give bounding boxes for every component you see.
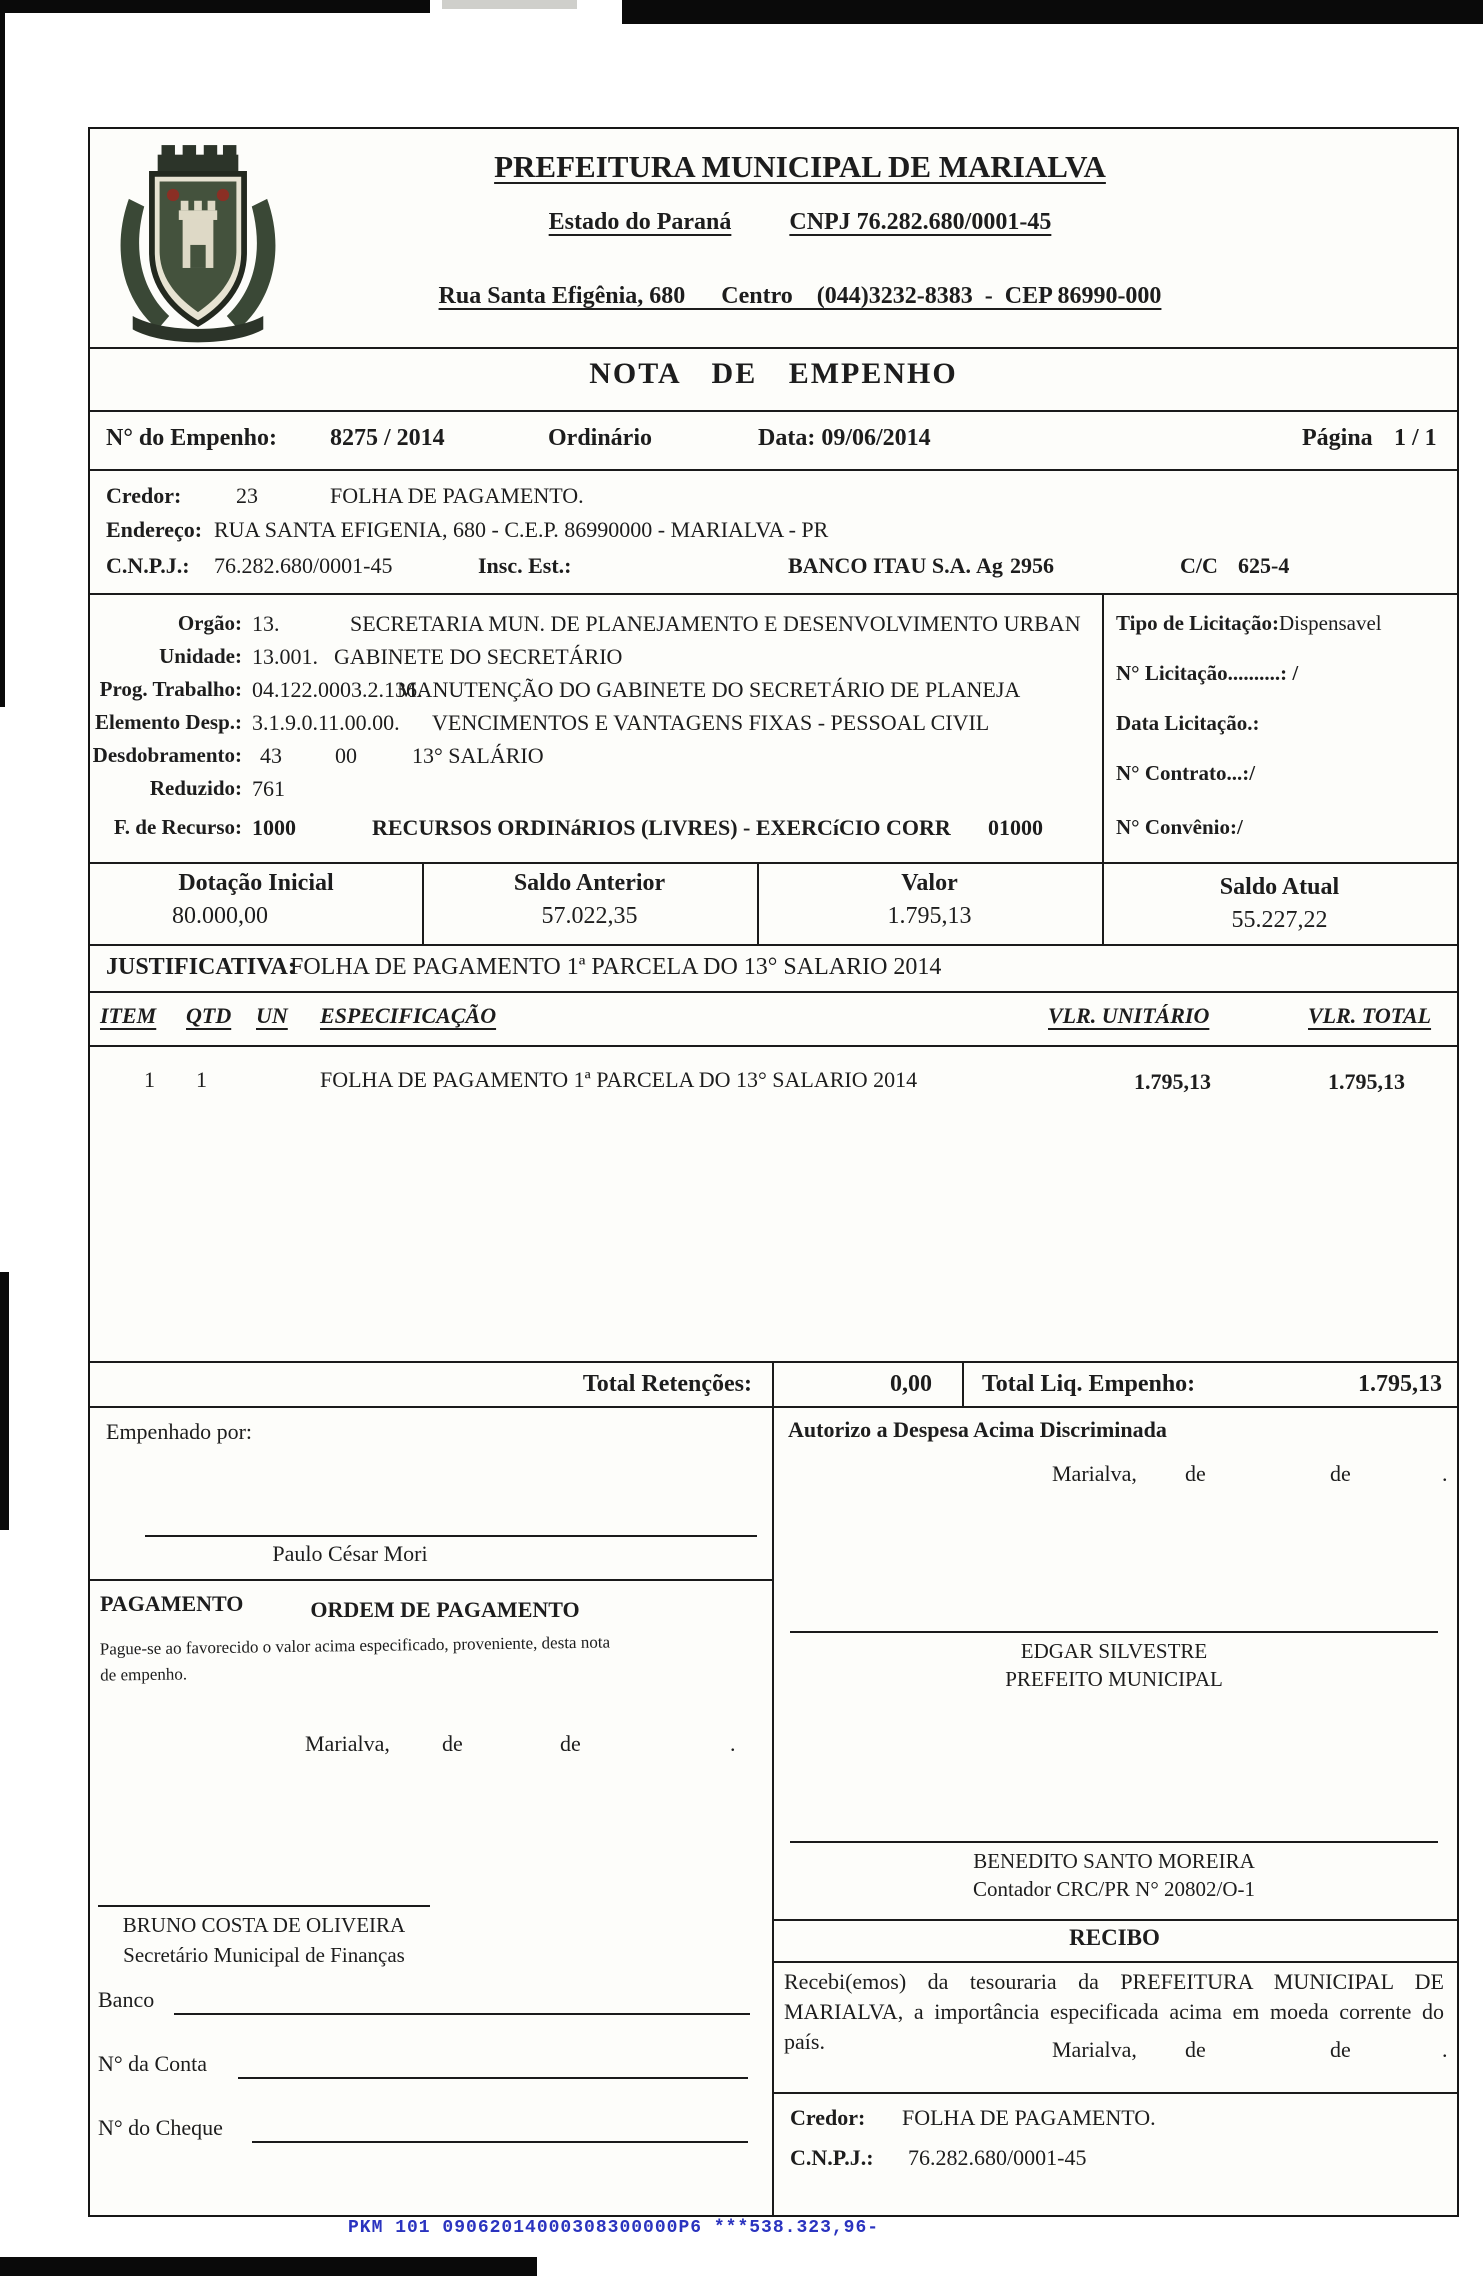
receipt-title: RECIBO bbox=[1069, 1925, 1160, 1950]
initial-allocation-label: Dotação Inicial bbox=[178, 870, 334, 896]
check-field-line bbox=[252, 2113, 748, 2143]
unit-label: Unidade: bbox=[159, 644, 242, 668]
period-mark: . bbox=[1442, 1461, 1448, 1486]
expense-element-code: 3.1.9.0.11.00.00. bbox=[252, 710, 400, 735]
breakdown-code-1: 43 bbox=[260, 743, 282, 768]
item-total-cell: 1.795,13 bbox=[1328, 1069, 1405, 1094]
item-spec-cell: FOLHA DE PAGAMENTO 1ª PARCELA DO 13° SALARIO 2014 bbox=[320, 1067, 918, 1092]
creditor-name: FOLHA DE PAGAMENTO. bbox=[330, 483, 584, 508]
header-subline bbox=[350, 209, 1250, 236]
breakdown-label: Desdobramento: bbox=[92, 743, 242, 767]
scan-bar-left-lower bbox=[0, 1272, 9, 1530]
agreement-number-label: N° Convênio:/ bbox=[1116, 815, 1243, 839]
mayor-name: EDGAR SILVESTRE bbox=[1020, 1639, 1208, 1663]
divider bbox=[962, 1361, 964, 1406]
item-qty-cell: 1 bbox=[196, 1067, 207, 1092]
mayor-signature-line bbox=[790, 1631, 1438, 1633]
work-program-label: Prog. Trabalho: bbox=[99, 677, 242, 701]
resource-source-name: RECURSOS ORDINáRIOS (LIVRES) - EXERCíCIO CORR bbox=[372, 815, 951, 840]
item-number-cell: 1 bbox=[144, 1067, 155, 1092]
qty-col-header: QTD bbox=[186, 1003, 232, 1028]
period-mark: . bbox=[730, 1731, 736, 1756]
scan-bar-top-left bbox=[0, 0, 430, 13]
mayor-title: PREFEITO MUNICIPAL bbox=[1005, 1667, 1223, 1691]
divider bbox=[772, 2092, 1457, 2094]
scan-bar-bottom bbox=[0, 2257, 537, 2276]
city-name: Marialva, bbox=[1052, 2037, 1137, 2062]
breakdown-code-2: 00 bbox=[335, 743, 357, 768]
state-registration-label: Insc. Est.: bbox=[478, 553, 572, 578]
initial-allocation-value: 80.000,00 bbox=[172, 903, 268, 929]
divider bbox=[90, 862, 1457, 864]
address-line: Rua Santa Efigênia, 680 Centro (044)3232-8383 - CEP 86990-000 bbox=[438, 283, 1162, 309]
organ-code: 13. bbox=[252, 611, 280, 636]
previous-balance-value: 57.022,35 bbox=[541, 903, 638, 929]
work-program-name: MANUTENÇÃO DO GABINETE DO SECRETÁRIO DE PLANEJA bbox=[397, 677, 1021, 702]
current-balance-label: Saldo Atual bbox=[1219, 874, 1340, 900]
bank-name: BANCO ITAU S.A. bbox=[788, 553, 971, 578]
divider bbox=[90, 1579, 772, 1581]
resource-source-code-2: 01000 bbox=[988, 815, 1043, 840]
authorize-expense-label: Autorizo a Despesa Acima Discriminada bbox=[788, 1417, 1167, 1442]
receipt-creditor-name: FOLHA DE PAGAMENTO. bbox=[902, 2105, 1156, 2130]
divider bbox=[90, 991, 1457, 993]
justification-text: FOLHA DE PAGAMENTO 1ª PARCELA DO 13° SALARIO 2014 bbox=[290, 954, 942, 980]
creditor-cnpj: 76.282.680/0001-45 bbox=[214, 553, 393, 578]
item-unit-price-cell: 1.795,13 bbox=[1134, 1069, 1211, 1094]
previous-balance-label: Saldo Anterior bbox=[513, 870, 666, 896]
de-word: de bbox=[560, 1731, 581, 1756]
total-retentions-label: Total Retenções: bbox=[582, 1371, 752, 1397]
accountant-title: Contador CRC/PR N° 20802/O-1 bbox=[972, 1877, 1255, 1901]
city-name: Marialva, bbox=[1052, 1461, 1137, 1486]
reduced-label: Reduzido: bbox=[149, 776, 242, 800]
unit-price-col-header: VLR. UNITÁRIO bbox=[1048, 1003, 1210, 1028]
creditor-address: RUA SANTA EFIGENIA, 680 - C.E.P. 86990000 - MARIALVA - PR bbox=[214, 517, 829, 542]
breakdown-name: 13° SALÁRIO bbox=[412, 743, 544, 768]
spec-col-header: ESPECIFICAÇÃO bbox=[320, 1003, 497, 1028]
creditor-address-label: Endereço: bbox=[106, 517, 203, 542]
account-field-label: N° da Conta bbox=[98, 2051, 208, 2076]
organ-name: SECRETARIA MUN. DE PLANEJAMENTO E DESENVOLVIMENTO URBAN bbox=[350, 611, 1081, 636]
organ-label: Orgão: bbox=[177, 611, 242, 635]
resource-source-code: 1000 bbox=[252, 815, 296, 840]
de-word: de bbox=[1330, 2037, 1351, 2062]
bidding-type-row bbox=[1116, 611, 1382, 636]
payment-section-label: PAGAMENTO bbox=[100, 1591, 244, 1616]
expense-element-label: Elemento Desp.: bbox=[95, 710, 242, 734]
scan-bar-left-upper bbox=[0, 12, 5, 707]
finance-secretary-signature-line bbox=[98, 1905, 430, 1907]
receipt-text: Recebi(emos) da tesouraria da PREFEITURA MUNICIPAL DE MARIALVA, a importância especificada acima em moeda corrente do país. bbox=[784, 1969, 1444, 2054]
divider bbox=[90, 944, 1457, 946]
divider bbox=[1102, 593, 1104, 862]
page-indicator-label: Página bbox=[1302, 425, 1373, 451]
justification-label: JUSTIFICATIVA: bbox=[106, 954, 296, 980]
agency-number: 2956 bbox=[1010, 553, 1054, 578]
account-label: C/C bbox=[1180, 553, 1218, 578]
creditor-code: 23 bbox=[236, 483, 258, 508]
committed-by-label: Empenhado por: bbox=[106, 1419, 253, 1444]
item-col-header: ITEM bbox=[100, 1003, 157, 1028]
account-number: 625-4 bbox=[1238, 553, 1290, 578]
total-net-label: Total Liq. Empenho: bbox=[982, 1371, 1196, 1397]
period-mark: . bbox=[1442, 2037, 1448, 2062]
city-name: Marialva, bbox=[305, 1731, 390, 1756]
divider bbox=[90, 410, 1457, 412]
de-word: de bbox=[1185, 2037, 1206, 2062]
receipt-cnpj-value: 76.282.680/0001-45 bbox=[908, 2145, 1087, 2170]
resource-source-label: F. de Recurso: bbox=[113, 815, 242, 839]
divider bbox=[90, 469, 1457, 471]
unit-col-header: UN bbox=[256, 1003, 288, 1028]
amount-value: 1.795,13 bbox=[887, 903, 972, 929]
de-word: de bbox=[442, 1731, 463, 1756]
account-field-line bbox=[238, 2049, 748, 2079]
divider bbox=[90, 1045, 1457, 1047]
bidding-type-label: Tipo de Licitação: bbox=[1116, 611, 1279, 635]
divider bbox=[772, 1961, 1457, 1963]
finance-secretary-title: Secretário Municipal de Finanças bbox=[123, 1943, 405, 1967]
empenho-date: Data: 09/06/2014 bbox=[758, 425, 931, 451]
creditor-cnpj-label: C.N.P.J.: bbox=[106, 553, 190, 578]
accountant-name: BENEDITO SANTO MOREIRA bbox=[973, 1849, 1255, 1873]
de-word: de bbox=[1330, 1461, 1351, 1486]
agency-label: Ag bbox=[976, 553, 1003, 578]
total-price-col-header: VLR. TOTAL bbox=[1308, 1003, 1432, 1028]
divider bbox=[90, 347, 1457, 349]
committed-by-signature-line bbox=[145, 1535, 757, 1537]
accountant-signature-line bbox=[790, 1841, 1438, 1843]
empenho-number: 8275 / 2014 bbox=[330, 425, 445, 451]
bidding-type-value: Dispensavel bbox=[1278, 611, 1382, 635]
coat-of-arms-logo bbox=[102, 141, 294, 345]
unit-name: GABINETE DO SECRETÁRIO bbox=[334, 644, 623, 669]
creditor-label: Credor: bbox=[106, 483, 182, 508]
divider bbox=[772, 1919, 1457, 1921]
contract-number-label: N° Contrato...:/ bbox=[1116, 761, 1256, 785]
nota-de-empenho-document bbox=[88, 127, 1459, 2217]
total-net-value: 1.795,13 bbox=[1358, 1371, 1442, 1397]
empenho-type: Ordinário bbox=[548, 425, 653, 451]
work-program-code: 04.122.0003.2.136. bbox=[252, 677, 423, 702]
empenho-number-label: N° do Empenho: bbox=[106, 425, 277, 451]
amount-label: Valor bbox=[901, 870, 958, 896]
scan-bar-top-right bbox=[622, 0, 1483, 24]
machine-print-line: PKM 101 09062014000308300000P6 ***538.323,96- bbox=[348, 2218, 880, 2238]
state-label: Estado do Paraná bbox=[548, 209, 732, 235]
de-word: de bbox=[1185, 1461, 1206, 1486]
check-field-label: N° do Cheque bbox=[98, 2115, 223, 2140]
divider bbox=[772, 1361, 774, 1406]
unit-code: 13.001. bbox=[252, 644, 318, 669]
finance-secretary-name: BRUNO COSTA DE OLIVEIRA bbox=[122, 1913, 406, 1937]
bidding-date-label: Data Licitação.: bbox=[1116, 711, 1260, 735]
municipality-title: PREFEITURA MUNICIPAL DE MARIALVA bbox=[494, 149, 1106, 184]
divider bbox=[90, 593, 1457, 595]
payment-order-text: Pague-se ao favorecido o valor acima especificado, proveniente, desta nota de empenho. bbox=[99, 1632, 611, 1685]
scan-smudge-top bbox=[442, 0, 577, 9]
receipt-creditor-label: Credor: bbox=[790, 2105, 866, 2130]
total-retentions-value: 0,00 bbox=[890, 1371, 932, 1397]
header-cnpj-label: CNPJ 76.282.680/0001-45 bbox=[789, 209, 1052, 235]
bidding-number-label: N° Licitação..........: / bbox=[1116, 661, 1299, 685]
receipt-cnpj-label: C.N.P.J.: bbox=[790, 2145, 874, 2170]
committed-by-name: Paulo César Mori bbox=[272, 1541, 428, 1566]
document-title: NOTA DE EMPENHO bbox=[589, 357, 958, 390]
reduced-code: 761 bbox=[252, 776, 285, 801]
page-indicator: 1 / 1 bbox=[1394, 425, 1437, 451]
current-balance-value: 55.227,22 bbox=[1231, 907, 1328, 933]
expense-element-name: VENCIMENTOS E VANTAGENS FIXAS - PESSOAL CIVIL bbox=[432, 710, 990, 735]
payment-order-title: ORDEM DE PAGAMENTO bbox=[310, 1597, 580, 1622]
bank-field-label: Banco bbox=[98, 1987, 155, 2012]
bank-field-line bbox=[174, 1985, 750, 2015]
